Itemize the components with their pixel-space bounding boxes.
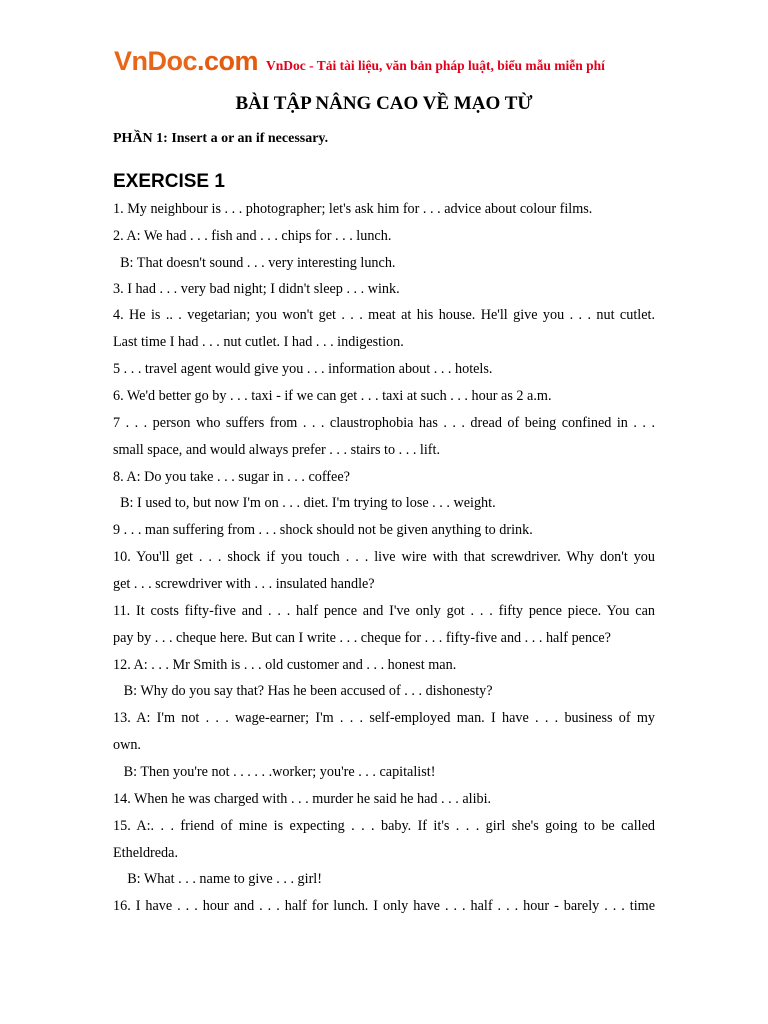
exercise-line: 9 . . . man suffering from . . . shock should not be given anything to drink. (113, 522, 533, 538)
exercise-line: Last time I had . . . nut cutlet. I had . . . indigestion. (113, 334, 404, 350)
exercise-line: get . . . screwdriver with . . . insulated handle? (113, 576, 375, 592)
exercise-line: B: That doesn't sound . . . very interesting lunch. (113, 255, 396, 271)
exercise-line: own. (113, 737, 141, 753)
exercise-line: Etheldreda. (113, 845, 178, 861)
exercise-line: 15. A:. . . friend of mine is expecting . . . baby. If it's . . . girl she's going to be called (113, 818, 655, 834)
exercise-line: small space, and would always prefer . . . stairs to . . . lift. (113, 442, 441, 458)
exercise-line: 12. A: . . . Mr Smith is . . . old customer and . . . honest man. (113, 657, 457, 673)
part-heading: PHẦN 1: Insert a or an if necessary. (113, 131, 329, 146)
logo-text-dot-com: .com (197, 46, 259, 76)
exercise-line: 6. We'd better go by . . . taxi - if we can get . . . taxi at such . . . hour as 2 a.m. (113, 388, 552, 404)
exercise-line: 7 . . . person who suffers from . . . claustrophobia has . . . dread of being confined in . . . (113, 415, 655, 431)
exercise-line: B: I used to, but now I'm on . . . diet. I'm trying to lose . . . weight. (113, 495, 496, 511)
exercise-line: 14. When he was charged with . . . murder he said he had . . . alibi. (113, 791, 492, 807)
exercise-line: B: Why do you say that? Has he been accused of . . . dishonesty? (113, 683, 493, 699)
header-tagline: VnDoc - Tải tài liệu, văn bản pháp luật, biểu mẫu miễn phí (266, 58, 605, 73)
logo-text-vn: VnDoc (114, 46, 198, 76)
exercise-line: 16. I have . . . hour and . . . half for lunch. I only have . . . half . . . hour - barely . . . time (113, 898, 655, 914)
exercise-line: 4. He is .. . vegetarian; you won't get . . . meat at his house. He'll give you . . . nut cutlet. (113, 307, 655, 323)
exercise-line: 3. I had . . . very bad night; I didn't sleep . . . wink. (113, 281, 400, 297)
vndoc-logo[interactable] (114, 46, 258, 77)
exercise-line: B: Then you're not . . . . . .worker; you're . . . capitalist! (113, 764, 436, 780)
exercise-heading: EXERCISE 1 (113, 171, 225, 192)
exercise-line: 10. You'll get . . . shock if you touch . . . live wire with that screwdriver. Why don't you (113, 549, 655, 565)
exercise-line: 1. My neighbour is . . . photographer; let's ask him for . . . advice about colour films. (113, 201, 593, 217)
exercise-line: B: What . . . name to give . . . girl! (113, 871, 322, 887)
document-title: BÀI TẬP NÂNG CAO VỀ MẠO TỪ (235, 93, 533, 114)
exercise-line: 2. A: We had . . . fish and . . . chips for . . . lunch. (113, 228, 392, 244)
exercise-line: 13. A: I'm not . . . wage-earner; I'm . . . self-employed man. I have . . . business of my (113, 710, 655, 726)
exercise-line: 8. A: Do you take . . . sugar in . . . coffee? (113, 469, 350, 485)
exercise-line: 5 . . . travel agent would give you . . . information about . . . hotels. (113, 361, 493, 377)
exercise-line: 11. It costs fifty-five and . . . half pence and I've only got . . . fifty pence piece. You can (113, 603, 655, 619)
exercise-line: pay by . . . cheque here. But can I write . . . cheque for . . . fifty-five and . . . half pence? (113, 630, 611, 646)
page-header (114, 46, 605, 77)
